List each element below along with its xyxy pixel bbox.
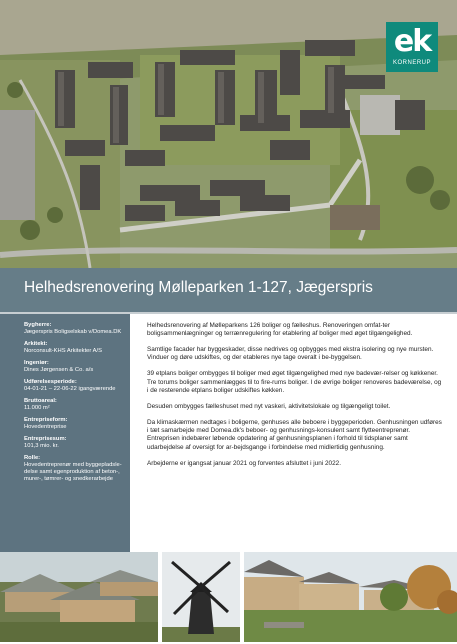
fact-engineer [24,360,124,374]
fact-label: Bruttoareal: [24,398,57,404]
paragraph: Arbejderne er igangsat januar 2021 og forventes afsluttet i juni 2022. [147,459,341,467]
fact-label: Arkitekt: [24,341,48,347]
photo-rooftops [0,552,158,642]
paragraph: Samtlige facader har byggeskader, disse nedrives og opbygges med ekstra isolering og nye mursten. Vinduer og døre udskiftes, og der etableres nye tage overalt i be-byggelsen. [147,346,434,362]
fact-role [24,455,124,483]
photo-windmill [162,552,240,642]
paragraph: Da klimaskærmen nedtages i boligerne, genhuses alle beboere i byggeperioden. Genhusningen udføres i tæt samarbejde med Domea.dk's beboer- og genhusnings-konsulent samt flytteentreprenør. Entreprisen indebærer løbende opdatering af genhusningsplanen i forhold til tidsplaner samt udarbejdelse af oversigt for ar-bejdsgange i forbindelse med midlertidig genhusning. [147,418,442,451]
fact-client [24,322,124,336]
fact-value: Dines Jørgensen & Co. a/s [24,367,94,373]
paragraph: Desuden ombygges fælleshuset med nyt vaskeri, aktivitetslokale og tilgængeligt toilet. [147,402,391,410]
fact-label: Entrepriseform: [24,417,68,423]
fact-value: 11.000 m² [24,405,50,411]
photo-courtyard [244,552,457,642]
logo-wordmark: KORNERUP [392,60,431,66]
paragraph: 39 etplans boliger ombygges til boliger med øget tilgængelighed med nye badevær-relser og køkkener. Tre torums boliger sammenlægges til to fire-rums boliger. I de øvrige boliger renoveres badeværelse, og i de resterende etplans boliger udskiftes køkken. [147,370,442,394]
fact-value: 04-01-21 – 22-06-22 igangværende [24,386,116,392]
page-title: Helhedsrenovering Mølleparken 1-127, Jægerspris [24,279,373,296]
fact-value: Norconsult-KHS Arkitekter A/S [24,348,102,354]
fact-value: Hovedentreprenør med byggepladsle-delse samt egenproduktion af beton-, murer-, tømrer- og snedkerarbejde [24,462,122,482]
title-band [0,268,457,312]
fact-period [24,379,124,393]
fact-label: Rolle: [24,455,41,461]
fact-contract-form [24,417,124,431]
fact-architect [24,341,124,355]
fact-gross-area [24,398,124,412]
fact-value: Hovedentreprise [24,424,67,430]
fact-label: Udførelsesperiode: [24,379,77,385]
company-logo [386,22,438,72]
project-description [147,322,443,475]
fact-label: Ingeniør: [24,360,49,366]
project-facts [0,314,130,552]
paragraph: Helhedsrenovering af Mølleparkens 126 boliger og fælleshus. Renoveringen omfat-ter boligsammenlægninger og terrænregulering for etablering af boliger med øget tilgængelighed. [147,322,413,338]
fact-contract-sum [24,436,124,450]
fact-value: Jægerspris Boligselskab v/Domea.DK [24,329,122,335]
logo-mark: ek [393,24,431,59]
fact-label: Bygherre: [24,322,52,328]
fact-label: Entreprisesum: [24,436,67,442]
fact-value: 101,3 mio. kr. [24,443,59,449]
